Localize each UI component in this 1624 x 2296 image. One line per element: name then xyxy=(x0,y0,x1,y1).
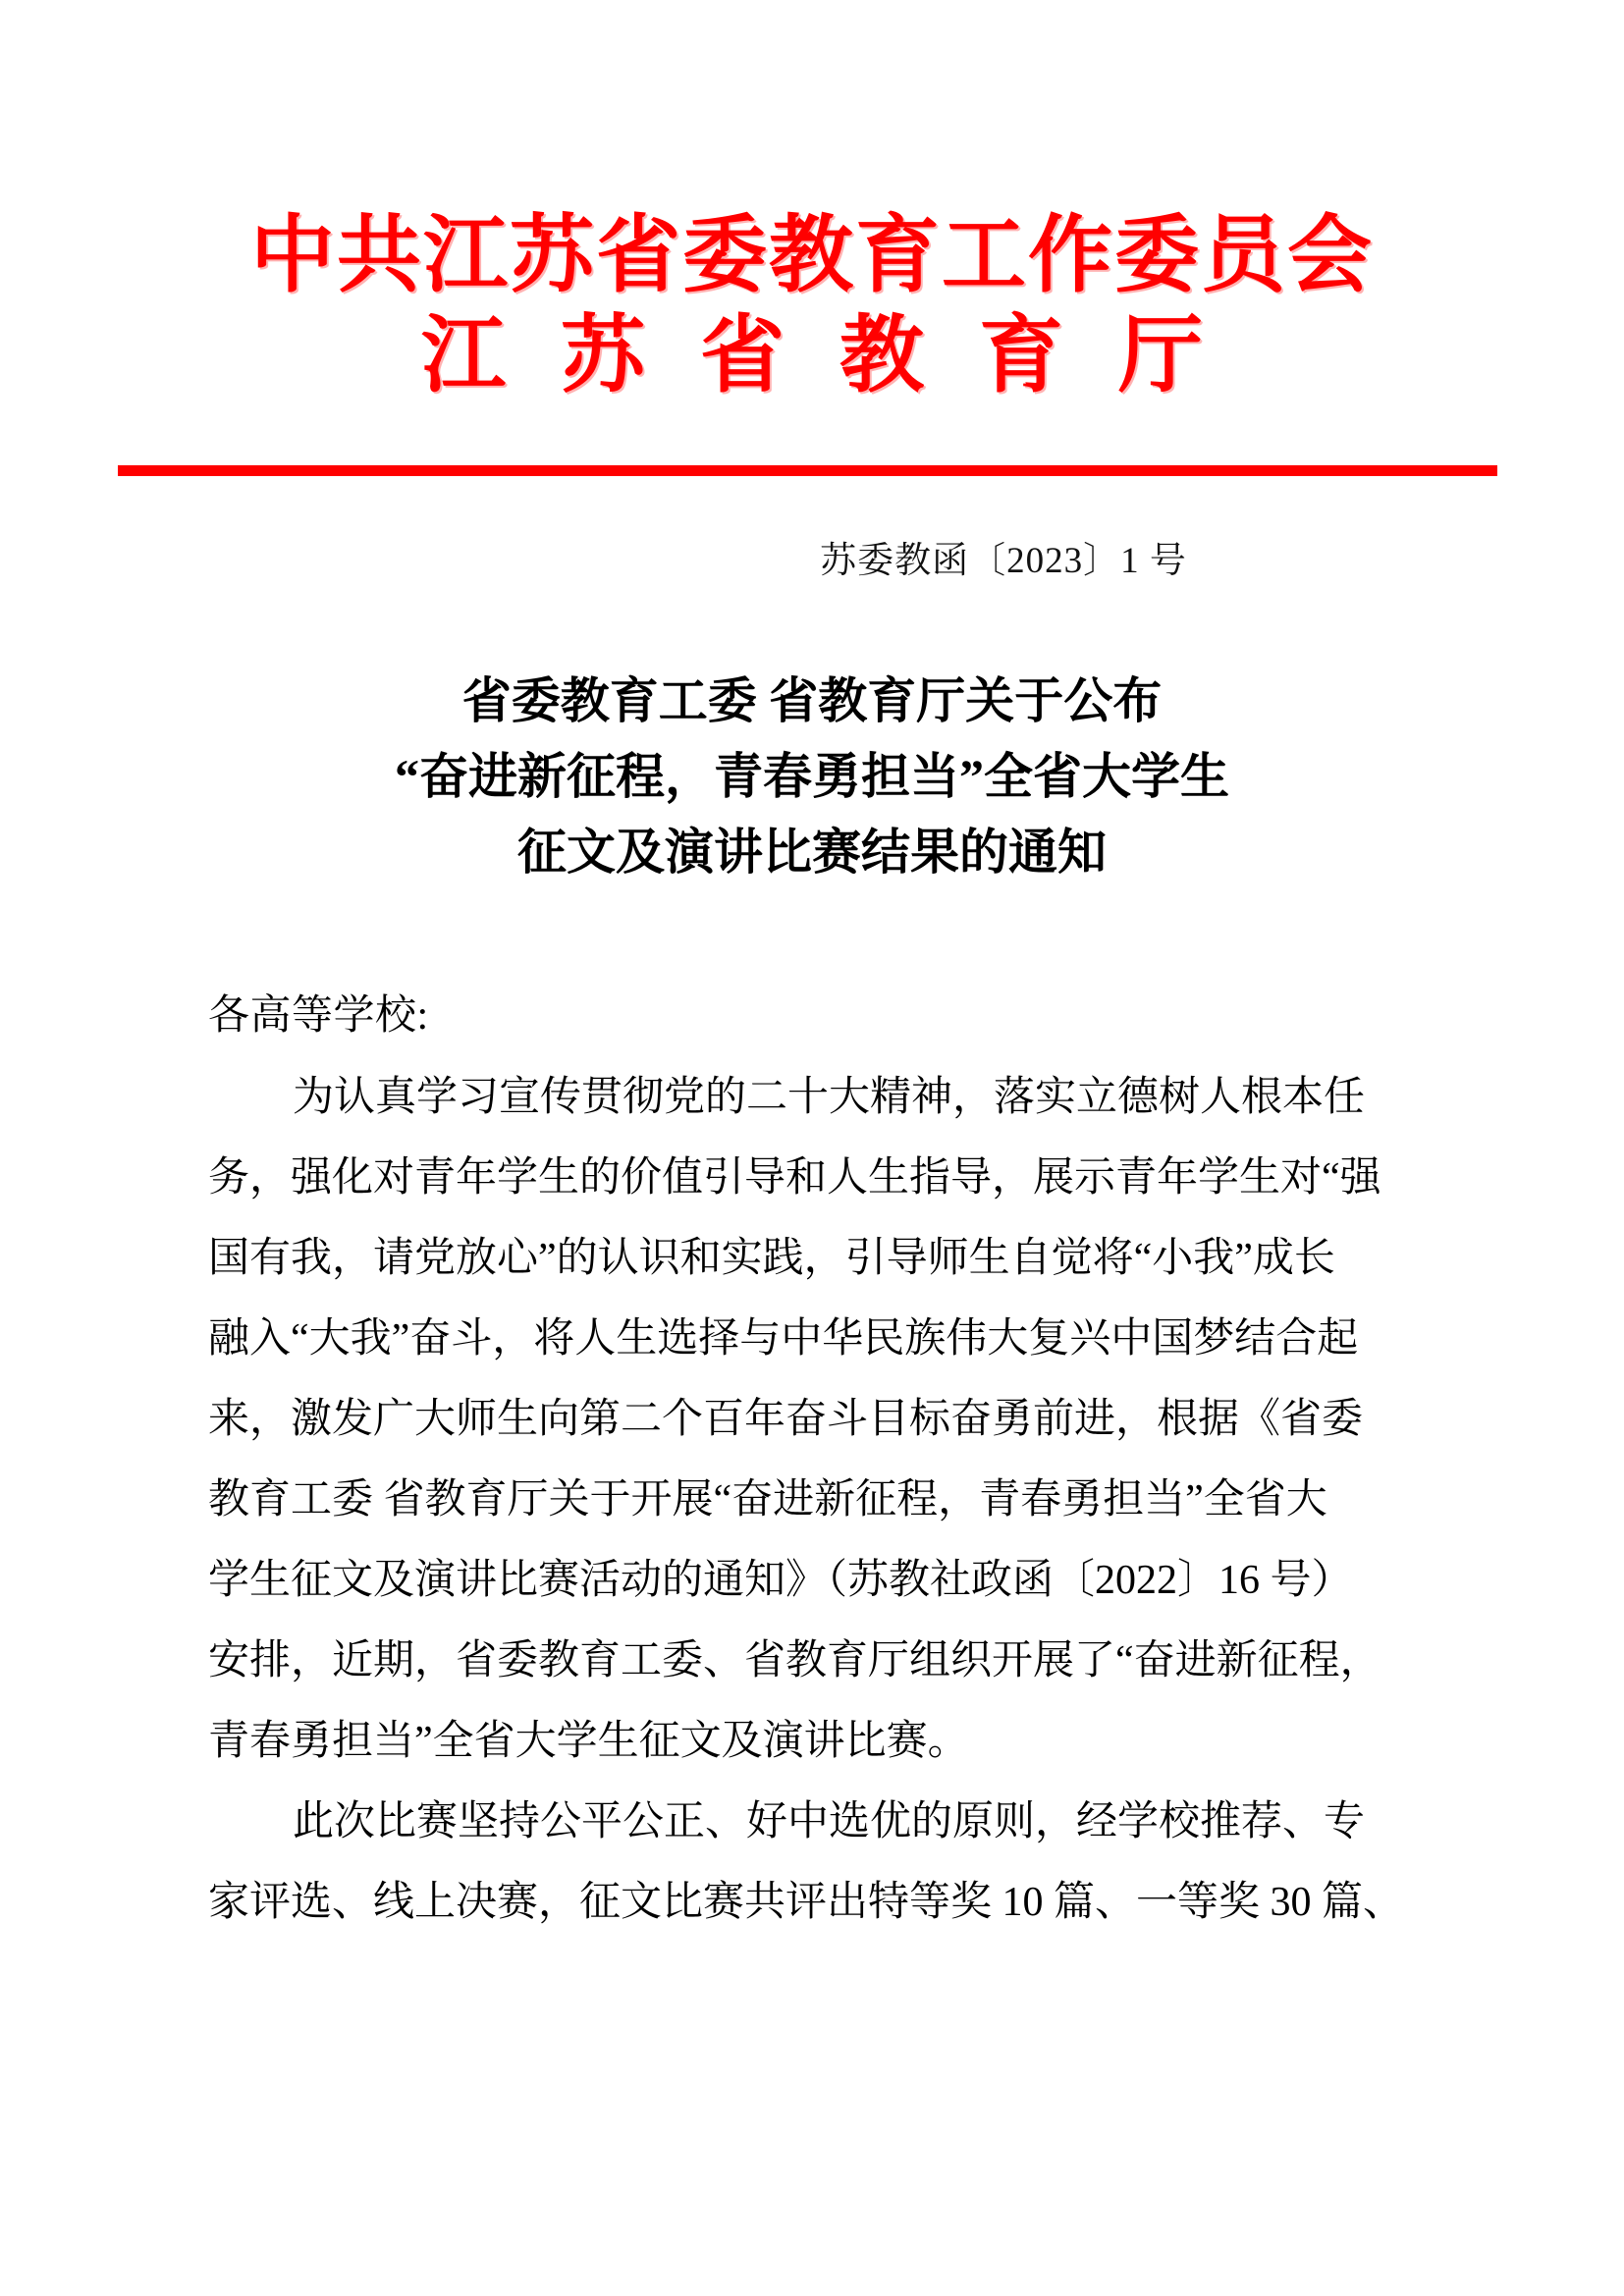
letterhead-line-2: 江苏省教育厅 xyxy=(421,308,1258,403)
document-body xyxy=(208,977,1434,1943)
red-separator-rule xyxy=(118,465,1497,476)
paragraph-line: 家评选、线上决赛，征文比赛共评出特等奖 10 篇、一等奖 30 篇、 xyxy=(208,1879,1405,1925)
paragraph-line xyxy=(208,1057,1434,1138)
paragraph-line: 青春勇担当”全省大学生征文及演讲比赛。 xyxy=(208,1718,969,1764)
paragraph-line: 务，强化对青年学生的价值引导和人生指导，展示青年学生对“强 xyxy=(208,1154,1381,1201)
paragraph-1 xyxy=(208,1057,1434,1782)
letterhead xyxy=(0,208,1624,403)
paragraph-line-text: 此次比赛坚持公平公正、好中选优的原则，经学校推荐、专 xyxy=(293,1798,1366,1844)
title-line-1: 省委教育工委 省教育厅关于公布 xyxy=(461,673,1163,728)
paragraph-line: 国有我，请党放心”的认识和实践，引导师生自觉将“小我”成长 xyxy=(208,1235,1335,1281)
salutation: 各高等学校: xyxy=(208,993,429,1039)
title-line-2: “奋进新征程，青春勇担当”全省大学生 xyxy=(395,749,1229,804)
paragraph-line: 学生征文及演讲比赛活动的通知》（苏教社政函〔2022〕16 号） xyxy=(208,1557,1353,1603)
document-number-text: 苏委教函〔2023〕1 号 xyxy=(820,541,1187,581)
document-title xyxy=(0,664,1624,890)
paragraph-line xyxy=(208,1782,1434,1862)
title-line-3: 征文及演讲比赛结果的通知 xyxy=(517,825,1107,880)
paragraph-line: 来，激发广大师生向第二个百年奋斗目标奋勇前进，根据《省委 xyxy=(208,1396,1364,1442)
paragraph-line: 教育工委 省教育厅关于开展“奋进新征程，青春勇担当”全省大 xyxy=(208,1476,1327,1522)
paragraph-line: 安排，近期，省委教育工委、省教育厅组织开展了“奋进新征程， xyxy=(208,1637,1381,1683)
document-number xyxy=(0,530,1624,583)
paragraph-2 xyxy=(208,1782,1434,1943)
letterhead-line-1: 中共江苏省委教育工作委员会 xyxy=(250,208,1374,302)
paragraph-line: 融入“大我”奋斗，将人生选择与中华民族伟大复兴中国梦结合起 xyxy=(208,1315,1359,1362)
paragraph-line-text: 为认真学习宣传贯彻党的二十大精神，落实立德树人根本任 xyxy=(293,1074,1366,1120)
